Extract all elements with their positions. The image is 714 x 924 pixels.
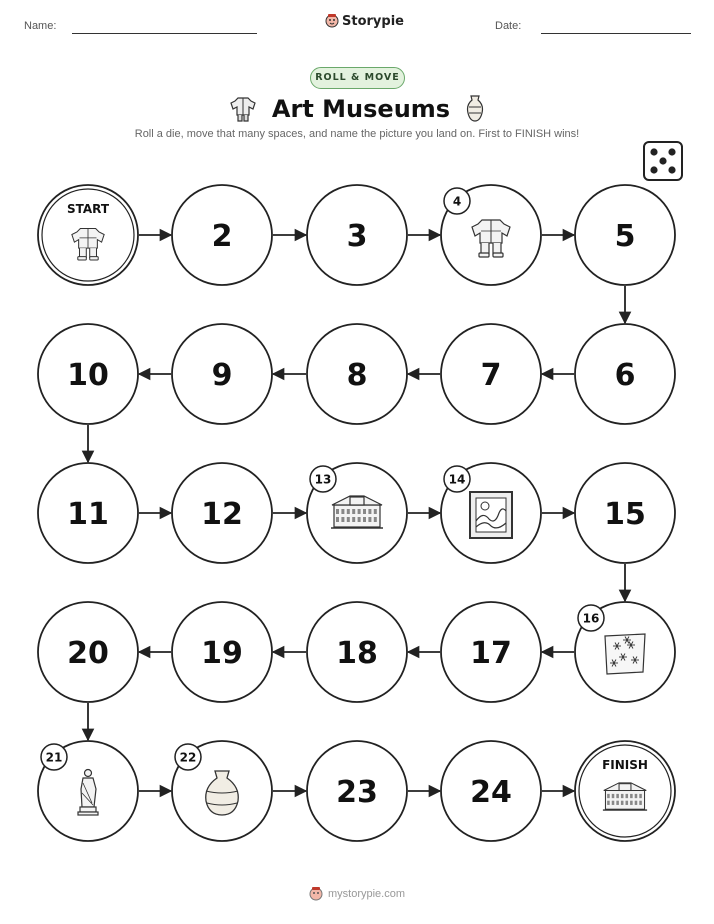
board-space[interactable] [38,324,138,424]
space-number: 17 [470,636,512,671]
board-space[interactable] [441,602,541,702]
page-title: Art Museums [271,95,451,123]
space-number: 13 [314,472,332,487]
space-number: 3 [346,219,368,254]
space-number: 6 [614,358,636,393]
space-number: 14 [448,472,466,487]
board-space[interactable] [441,463,541,563]
game-type-badge: ROLL & MOVE [310,67,405,89]
space-number: 10 [67,358,109,393]
board-space[interactable] [172,324,272,424]
space-number: 22 [179,750,197,765]
board-space[interactable] [307,324,407,424]
name-label: Name: [24,20,57,32]
board-space[interactable] [441,324,541,424]
space-number: 21 [45,750,63,765]
board-space[interactable] [172,741,272,841]
board-space[interactable] [575,185,675,285]
space-number: 15 [604,497,646,532]
space-number: 4 [452,194,462,209]
space-number: 16 [582,611,600,626]
space-number: 11 [67,497,109,532]
board-space[interactable] [441,185,541,285]
board-space[interactable] [38,602,138,702]
board-space[interactable] [441,741,541,841]
space-number: 19 [201,636,243,671]
space-label: START [66,202,110,216]
instructions: Roll a die, move that many spaces, and name the picture you land on. First to FINISH wins! [134,128,580,140]
board-space[interactable] [307,463,407,563]
storypie-mascot-icon [309,886,323,902]
footer-url: mystorypie.com [327,888,406,900]
space-number: 12 [201,497,243,532]
board-space[interactable] [38,463,138,563]
space-number: 18 [336,636,378,671]
board-space[interactable] [575,463,675,563]
space-number: 7 [480,358,502,393]
board-space[interactable] [307,602,407,702]
finish-space[interactable] [575,741,675,841]
footer [0,886,714,902]
space-number: 24 [470,775,512,810]
board-space[interactable] [172,185,272,285]
board-space[interactable] [575,602,675,702]
board-spaces [38,185,675,841]
board-space[interactable] [307,185,407,285]
tapestry-icon [605,634,645,674]
space-label: FINISH [602,758,648,772]
start-space[interactable] [38,185,138,285]
board-space[interactable] [575,324,675,424]
board-space[interactable] [172,602,272,702]
board-space[interactable] [38,741,138,841]
space-number: 5 [614,219,636,254]
space-number: 20 [67,636,109,671]
space-number: 2 [211,219,233,254]
space-number: 23 [336,775,378,810]
board-space[interactable] [172,463,272,563]
space-number: 8 [346,358,368,393]
space-number: 9 [211,358,233,393]
brand-name: Storypie [342,13,404,29]
framed-painting-icon [470,492,512,538]
date-label: Date: [495,20,522,32]
board-space[interactable] [307,741,407,841]
